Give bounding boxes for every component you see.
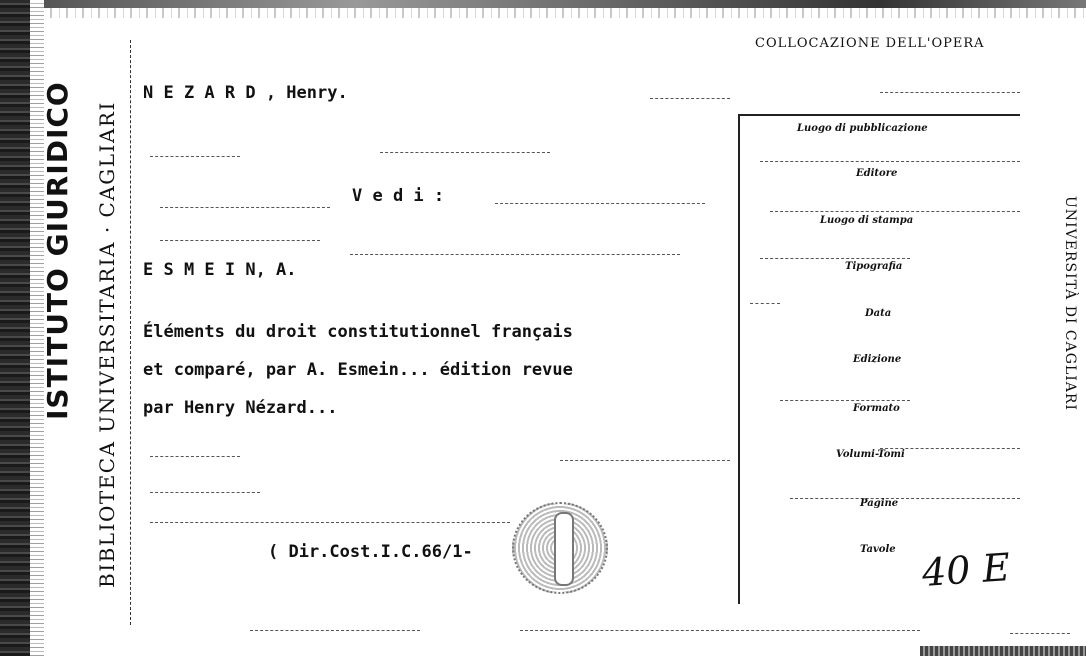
box-rule-line (790, 498, 1020, 499)
call-number: ( Dir.Cost.I.C.66/1- (268, 542, 473, 562)
field-tavole: Tavole (860, 544, 896, 555)
rule-line (650, 98, 730, 99)
rule-line (250, 630, 420, 631)
rule-line (160, 207, 330, 208)
rule-line (150, 456, 240, 457)
scan-edge-bottom (920, 646, 1086, 656)
left-margin-rule (130, 40, 132, 625)
box-rule-line (780, 400, 910, 401)
rule-line (160, 240, 320, 241)
field-editore: Editore (856, 168, 898, 179)
box-rule-line (770, 211, 1020, 212)
scan-edge-top (44, 0, 1086, 8)
field-data: Data (865, 308, 892, 319)
rule-line (150, 522, 510, 523)
see-reference: V e d i : (352, 186, 445, 206)
rule-line (560, 460, 730, 461)
handwritten-number: 40 E (920, 544, 1012, 596)
library-seal-center (554, 512, 574, 586)
box-rule-line (750, 303, 780, 304)
location-box-border (738, 114, 740, 604)
box-rule-line (760, 258, 910, 259)
box-rule-line (760, 161, 1020, 162)
field-formato: Formato (853, 403, 900, 414)
rule-line (150, 156, 240, 157)
title-line: Éléments du droit constitutionnel français (143, 322, 573, 342)
location-heading: COLLOCAZIONE DELL'OPERA (755, 36, 985, 51)
rule-line (380, 152, 550, 153)
field-volumi-tomi: Volumi-Tomi (836, 449, 905, 460)
location-box-top (738, 114, 1020, 116)
author-heading: N E Z A R D , Henry. (143, 83, 348, 103)
field-pagine: Pagine (860, 498, 899, 509)
rule-line (495, 203, 705, 204)
field-edizione: Edizione (853, 354, 902, 365)
field-luogo-pubblicazione: Luogo di pubblicazione (797, 123, 928, 134)
rule-line (150, 492, 260, 493)
title-line: par Henry Nézard... (143, 398, 338, 418)
rule-line (880, 92, 1020, 93)
rule-line (520, 630, 920, 631)
rule-line (350, 254, 680, 255)
scan-edge-left (0, 0, 30, 656)
library-name: BIBLIOTECA UNIVERSITARIA · CAGLIARI (95, 101, 119, 588)
title-line: et comparé, par A. Esmein... édition revue (143, 360, 573, 380)
scan-edge-top-texture (44, 8, 1086, 18)
rule-line (1010, 633, 1070, 634)
field-tipografia: Tipografia (845, 261, 903, 272)
reference-author: E S M E I N, A. (143, 260, 297, 280)
institute-stamp: ISTITUTO GIURIDICO (41, 81, 74, 420)
university-stamp: UNIVERSITÀ DI CAGLIARI (1062, 196, 1078, 411)
field-luogo-stampa: Luogo di stampa (820, 215, 914, 226)
